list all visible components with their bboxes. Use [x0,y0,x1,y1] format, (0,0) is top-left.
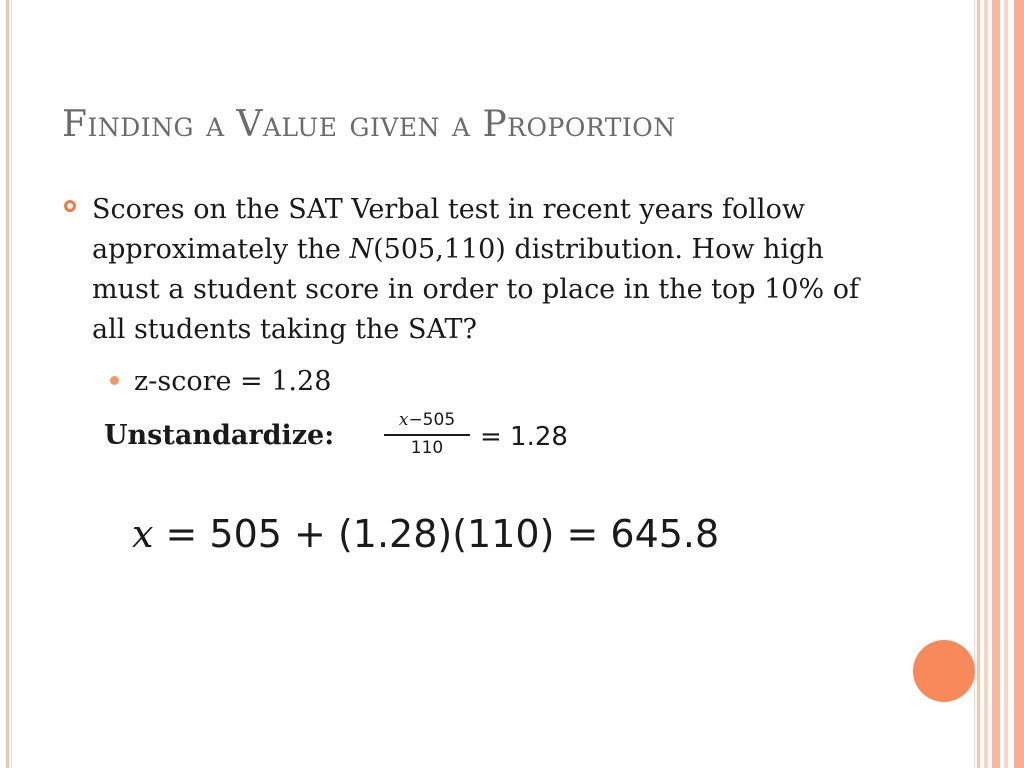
main-bullet-text-after: (505,110) distribution. How high must a student score in order to place in the top 10% of all students taking the SAT? [92,234,859,345]
ring-bullet-icon [64,200,76,212]
equation-var: x [132,512,154,556]
stripe [984,0,988,768]
main-bullet-text [92,190,892,350]
stripe [1004,0,1008,768]
fraction-bar [384,434,470,436]
final-equation [132,512,719,556]
fraction-denominator: 110 [410,438,444,458]
stripe [992,0,1000,768]
fraction-var: x [398,410,409,430]
fraction-numerator-rest: −505 [408,410,456,430]
fraction-equals: = 1.28 [480,422,568,452]
fraction-numerator [384,410,470,432]
normal-distribution-symbol: N [349,234,374,265]
decorative-circle [913,640,975,702]
unstandardize-label: Unstandardize: [104,420,335,451]
main-bullet-text-before: Scores on the SAT Verbal test in recent years follow approximately the [92,194,805,265]
equation-rest: = 505 + (1.28)(110) = 645.8 [153,512,720,556]
stripe [1014,0,1024,768]
fraction [384,410,470,460]
sub-bullet-zscore: z-score = 1.28 [134,366,332,397]
slide-title: Finding a Value given a Proportion [62,104,676,145]
decorative-stripes [982,0,1024,768]
dot-bullet-icon [110,376,119,385]
